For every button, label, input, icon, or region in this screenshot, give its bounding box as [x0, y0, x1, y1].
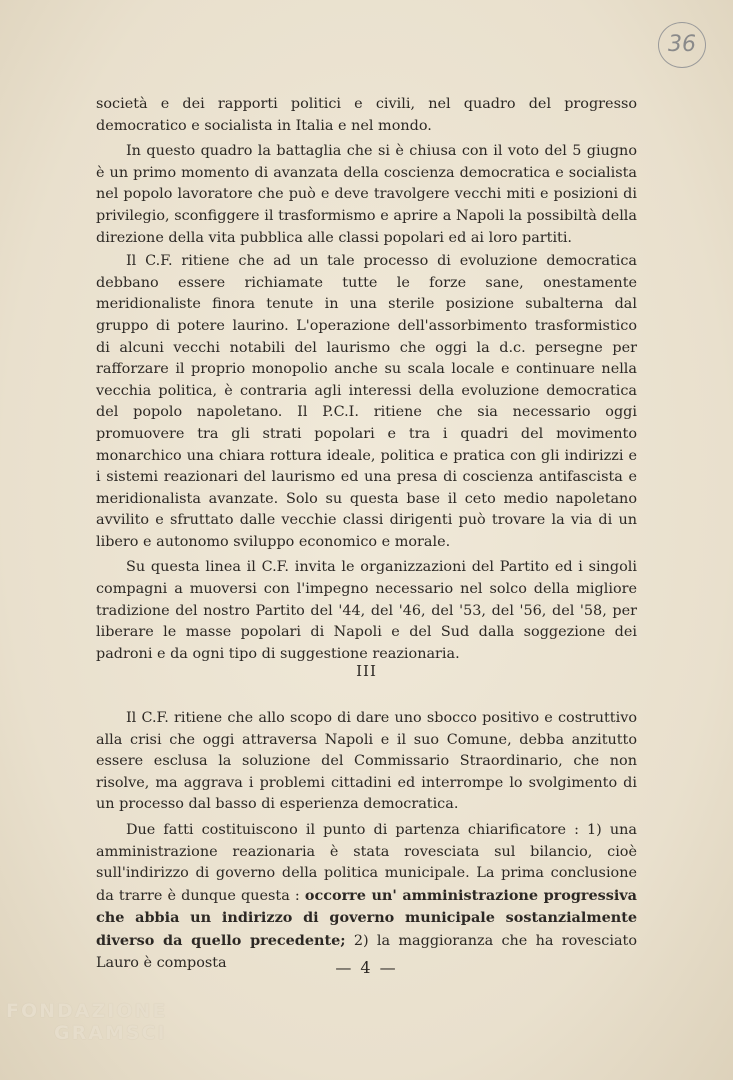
paragraph-6-start: Due fatti costituiscono il punto di partenza chiarificatore : 1) una amministrazione reazionaria è stata rovesciata sul bilancio, cioè sull'indirizzo di governo della politica municipale. La prima conclusione da trarre è dunque questa : — [96, 821, 637, 904]
text-block-bottom — [96, 708, 637, 974]
handwritten-page-number: 36 — [658, 22, 706, 68]
fondazione-gramsci-watermark — [6, 1000, 167, 1044]
paragraph-1: società e dei rapporti politici e civili, nel quadro del progresso democratico e socialista in Italia e nel mondo. — [96, 96, 637, 134]
paragraph-6-bold: occorre un' amministrazione progressiva che abbia un indirizzo di governo municipale sostanzialmente diverso da quello precedente; — [96, 886, 637, 949]
paragraph-4: Su questa linea il C.F. invita le organizzazioni del Partito ed i singoli compagni a muoversi con l'impegno necessario nel solco della migliore tradizione del nostro Partito del '44, del '46, del '53, del '56, del '58, per liberare le masse popolari di Napoli e del Sud dalla soggezione dei padroni e da ogni tipo di suggestione reazionaria. — [96, 559, 637, 662]
paragraph-2: In questo quadro la battaglia che si è chiusa con il voto del 5 giugno è un primo momento di avanzata della coscienza democratica e socialista nel popolo lavoratore che può e deve travolgere vecchi miti e posizioni di privilegio, sconfiggere il trasformismo e aprire a Napoli la possibiltà della direzione della vita pubblica alle classi popolari ed ai loro partiti. — [96, 143, 637, 246]
watermark-line-1: FONDAZIONE — [6, 1000, 168, 1022]
watermark-line-2: GRAMSCI — [54, 1022, 167, 1044]
section-heading: III — [356, 662, 377, 680]
text-block-top — [96, 94, 637, 665]
paragraph-3: Il C.F. ritiene che ad un tale processo di evoluzione democratica debbano essere richiamate tutte le forze sane, onestamente meridionaliste finora tenute in una sterile posizione subalterna dal gruppo di potere laurino. L'operazione dell'assorbimento trasformistico di alcuni vecchi notabili del laurismo che oggi la d.c. persegne per rafforzare il proprio monopolio anche su scala locale e continuare nella vecchia politica, è contraria agli interessi della evoluzione democratica del popolo napoletano. Il P.C.I. ritiene che sia necessario oggi promuovere tra gli strati popolari e tra i quadri del movimento monarchico una chiara rottura ideale, politica e pratica con gli indirizzi e i sistemi reazionari del laurismo ed una presa di coscienza antifascista e meridionalista avanzate. Solo su questa base il ceto medio napoletano avvilito e sfruttato dalle vecchie classi dirigenti può trovare la via di un libero e autonomo sviluppo economico e morale. — [96, 253, 637, 550]
paragraph-6 — [96, 820, 637, 974]
paragraph-5: Il C.F. ritiene che allo scopo di dare uno sbocco positivo e costruttivo alla crisi che oggi attraversa Napoli e il suo Comune, debba anzitutto essere esclusa la soluzione del Commissario Straordinario, che non risolve, ma aggrava i problemi cittadini ed interrompe lo svolgimento di un processo dal basso di esperienza democratica. — [96, 710, 637, 813]
paragraph-6-end: 2) la maggioranza che ha rovesciato Lauro è composta — [96, 932, 637, 971]
footer-page-number: — 4 — — [335, 958, 398, 977]
